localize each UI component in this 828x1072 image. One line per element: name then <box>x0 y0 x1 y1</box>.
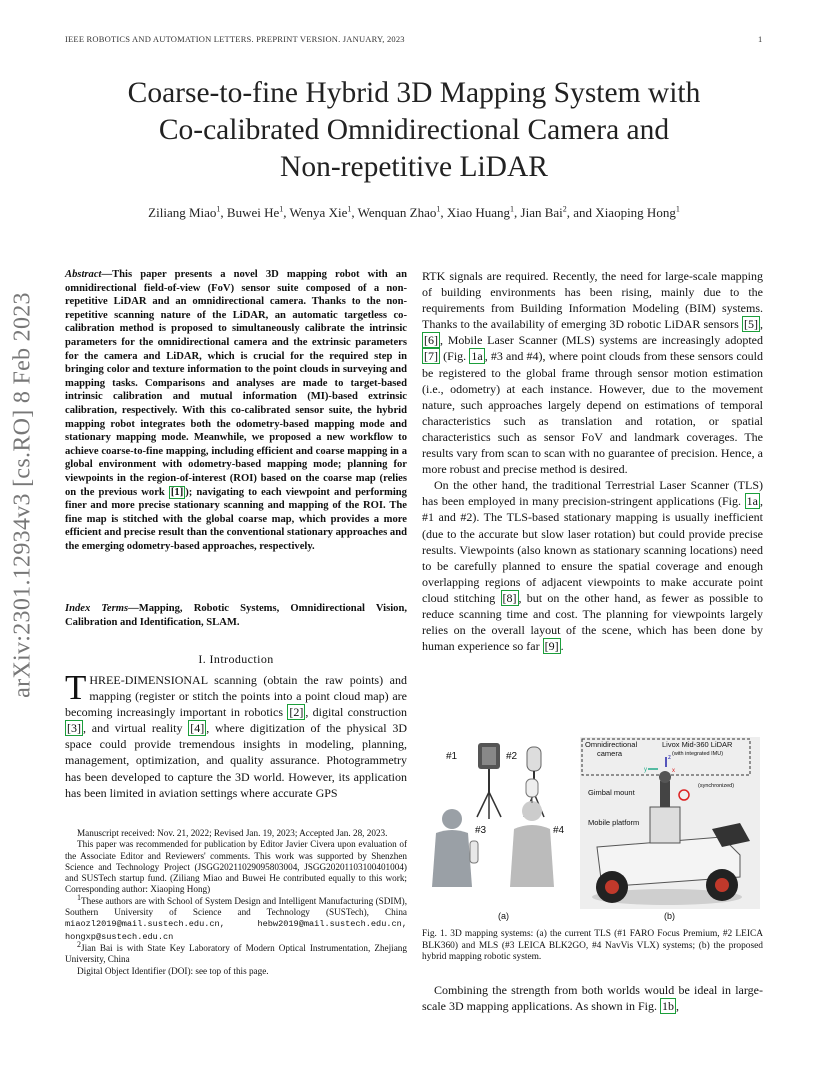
body-text: , Mobile Laser Scanner (MLS) systems are increasingly adopted <box>440 333 763 348</box>
paragraph <box>422 982 763 1014</box>
label-mobile-platform: Mobile platform <box>588 818 640 827</box>
marker-4: #4 <box>553 825 565 836</box>
intro-text: , where digitization of the physical 3D space could provide tremendous insights in modeling, planning, management, optimization, and quality assurance. Photogrammetry has been developed to capture the 3D world. However, its application has been limited in aviation settings where accurate GPS <box>65 721 407 800</box>
citation-link[interactable]: [9] <box>544 639 559 654</box>
citation-link[interactable]: [7] <box>424 349 438 364</box>
author-name: and Xiaoping Hong <box>573 205 676 220</box>
intro-text: , and virtual reality <box>83 721 189 736</box>
index-terms-text: —Mapping, Robotic Systems, Omnidirectional Vision, Calibration and Identification, SLAM. <box>65 603 407 628</box>
author-list: Ziliang Miao$^1$, Buwei He$^1$, Wenya Xie$^1$, Wenquan Zhao$^1$, Xiao Huang$^1$, Jian Bai$^2$, and Xiaoping Hong$^1$ <box>148 204 680 220</box>
body-text: (Fig. <box>440 349 470 364</box>
body-text: , but on the other hand, as fewer as possible to reduce scanning time and cost. The planning for viewpoints largely relies on the overall layout of the scene, which has been done by human experience so far <box>422 590 763 654</box>
footnote-mark: 2 <box>77 939 81 949</box>
arxiv-stamp-text: arXiv:2301.12934v3 [cs.RO] 8 Feb 2023 <box>9 292 36 698</box>
body-text: , #3 and #4), where point clouds from these sensors could be registered to the global frame through sensor motion estimation (i.e., odometry) at each instance. However, due to the movement nature, such approaches largely depend on estimations of temporal characteristics such as translation and rotation, or spatial characteristics such as sensor FoV and landmark coverages. The results vary from scan to scan with no guarantee of precision. Hence, a more robust and precise method is desired. <box>422 349 764 477</box>
author-name: Wenquan Zhao <box>357 205 437 220</box>
citation-link[interactable]: [5] <box>744 317 758 332</box>
affiliation-mark: 1 <box>675 204 680 214</box>
author-name: Jian Bai <box>520 205 563 220</box>
section-heading: I. Introduction <box>198 652 274 666</box>
affiliation-mark: 2 <box>562 204 567 214</box>
running-header: IEEE ROBOTICS AND AUTOMATION LETTERS. PREPRINT VERSION. JANUARY, 2023 <box>65 34 405 44</box>
citation-link[interactable]: [1] <box>170 486 184 498</box>
body-text: . <box>560 639 564 654</box>
affiliation-mark: 1 <box>510 204 515 214</box>
intro-text: , digital construction <box>305 705 407 720</box>
subfigure-a-label: (a) <box>498 911 509 921</box>
label-livox: Livox Mid-360 LiDAR <box>662 740 733 749</box>
body-text: On the other hand, the traditional Terrestrial Laser Scanner (TLS) has been employed in many precision-stringent applications (Fig. <box>422 478 763 509</box>
figure-illustration <box>422 737 763 922</box>
footnote-text: These authors are with School of System Design and Intelligent Manufacturing (SDIM), Southern University of Science and Technology (SUSTech), China <box>65 895 407 918</box>
body-text: Combining the strength from both worlds would be ideal in large-scale 3D mapping applications. As shown in Fig. <box>422 983 763 1014</box>
title-line: Non-repetitive LiDAR <box>280 151 548 183</box>
figure-link[interactable]: 1a <box>471 349 483 364</box>
citation-link[interactable]: [8] <box>502 590 517 605</box>
marker-1: #1 <box>446 751 458 762</box>
index-terms-label: Index Terms <box>65 603 129 614</box>
body-text: , #1 and #2). The TLS-based stationary mapping is usually inefficient (due to the accurate but slow laser rotation) but could provide precise results. Viewpoints (also known as stationary scanning locations) need to be carefully planned to ensure the spatial coverage and enough overlapping regions of adjacent viewpoints to make accurate point cloud stitching <box>422 494 763 605</box>
abstract-text: ); navigating to each viewpoint and performing finer and more precise stationary scanning and mapping of the ROI. The fine map is stitched with the global coarse map, which provides a more efficient and precise result than the conventional stationary approaches and the emerging odometry-based approaches, respectively. <box>65 486 407 552</box>
author-name: Xiao Huang <box>446 205 511 220</box>
figure-link[interactable]: 1a <box>746 494 758 509</box>
footnote: Manuscript received: Nov. 21, 2022; Revised Jan. 19, 2023; Accepted Jan. 28, 2023. <box>77 828 388 838</box>
figure-caption: Fig. 1. 3D mapping systems: (a) the current TLS (#1 FARO Focus Premium, #2 LEICA BLK360) and MLS (#3 LEICA BLK2GO, #4 NavVis VLX) systems; (b) the proposed hybrid mapping robotic system. <box>422 929 763 963</box>
affiliation-mark: 1 <box>436 204 441 214</box>
footnote: Digital Object Identifier (DOI): see top of this page. <box>77 965 269 976</box>
label-omnidirectional: Omnidirectional <box>585 740 638 749</box>
paragraph <box>422 268 763 477</box>
affiliation-mark: 1 <box>347 204 352 214</box>
abstract <box>65 268 407 553</box>
affiliation-mark: 1 <box>279 204 284 214</box>
label-imu: (with integrated IMU) <box>672 751 724 757</box>
marker-3: #3 <box>475 825 487 836</box>
marker-2: #2 <box>506 751 518 762</box>
footnote: This paper was recommended for publication by Editor Javier Civera upon evaluation of the Associate Editor and Reviewers' comments. This work was supported by Shenzhen Science and Technology Project (JSGG20211029095803004, JSGG20201103100401004) and SUSTech startup fund. (Ziliang Miao and Buwei He contributed equally to this work; Corresponding author: Xiaoping Hong) <box>65 839 407 895</box>
abstract-text: —This paper presents a novel 3D mapping robot with an omnidirectional field-of-view (FoV) sensor suite composed of a non-repetitive LiDAR and an omnidirectional camera. Thanks to the non-repetitive scanning nature of the LiDAR, an automatic targetless co-calibration method is proposed to simultaneously calibrate the intrinsic parameters for the omnidirectional camera and the extrinsic parameters for the camera and LiDAR, which is crucial for the required step in bringing color and texture information to the point clouds in surveying and mapping tasks. Comparisons and analyses are made to target-based intrinsic calibration and mutual information (MI)-based extrinsic calibration, respectively. With this co-calibrated sensor suite, the hybrid mapping robot integrates both the odometry-based mapping mode and stationary mapping mode. Meanwhile, we proposed a new workflow to achieve coarse-to-fine mapping, including efficient and coarse mapping in a global environment with odometry-based mapping mode; planning for viewpoints in the region-of-interest (ROI) based on the coarse map (relies on the previous work <box>65 269 407 498</box>
index-terms <box>65 602 407 629</box>
footnotes <box>65 828 407 977</box>
author-name: Buwei He <box>226 205 280 220</box>
intro-paragraph <box>65 668 407 801</box>
email-list[interactable]: miaozl2019@mail.sustech.edu.cn, <box>65 919 225 930</box>
body-text: , <box>760 317 763 332</box>
page-number: 1 <box>758 34 763 44</box>
right-column <box>422 268 763 654</box>
affiliation-mark: 1 <box>216 204 221 214</box>
citation-link[interactable]: [6] <box>424 333 438 348</box>
body-text: RTK signals are required. Recently, the need for large-scale mapping of building environments has been rising, mainly due to the requirements from Building Information Modeling (BIM) systems. Thanks to the availability of emerging 3D robotic LiDAR sensors <box>422 269 763 332</box>
paragraph <box>422 477 763 654</box>
person-with-handheld-scanner-icon <box>432 809 478 887</box>
intro-text: HREE-DIMENSIONAL scanning (obtain the raw points) and mapping (register or stitch the points into a point cloud map) are becoming increasingly important in robotics <box>65 673 407 720</box>
footnote-text: Jian Bai is with State Key Laboratory of Modern Optical Instrumentation, Zhejiang University, China <box>65 942 407 965</box>
arxiv-stamp[interactable] <box>8 290 38 700</box>
footnote <box>65 892 407 943</box>
figure-1 <box>422 737 763 922</box>
citation-link[interactable]: [2] <box>289 705 304 720</box>
email-list[interactable]: hebw2019@mail.sustech.edu.cn, hongxp@sustech.edu.cn <box>65 919 407 942</box>
person-with-backpack-scanner-icon <box>510 779 554 887</box>
drop-cap: T <box>65 668 87 707</box>
tls-scanner-1-icon <box>477 743 501 819</box>
body-paragraph <box>422 982 763 1014</box>
axis-label: x <box>672 768 675 774</box>
title-line: Co-calibrated Omnidirectional Camera and <box>158 114 670 146</box>
axis-label: y <box>644 767 647 773</box>
footnote-mark: 1 <box>77 892 81 902</box>
subfigure-b-label: (b) <box>664 911 675 921</box>
author-name: Wenya Xie <box>289 205 348 220</box>
figure-link[interactable]: 1b <box>661 999 674 1014</box>
axis-label: z <box>668 755 671 761</box>
body-text: , <box>675 999 679 1014</box>
citation-link[interactable]: [4] <box>190 721 205 736</box>
label-synchronized: (synchronized) <box>698 783 735 789</box>
footnote <box>65 939 407 966</box>
title-line: Coarse-to-fine Hybrid 3D Mapping System with <box>127 77 701 109</box>
label-gimbal-mount: Gimbal mount <box>588 788 635 797</box>
author-name: Ziliang Miao <box>148 205 217 220</box>
abstract-label: Abstract <box>65 269 102 280</box>
label-camera: camera <box>597 749 623 758</box>
citation-link[interactable]: [3] <box>67 721 81 736</box>
paper-title <box>60 75 768 186</box>
